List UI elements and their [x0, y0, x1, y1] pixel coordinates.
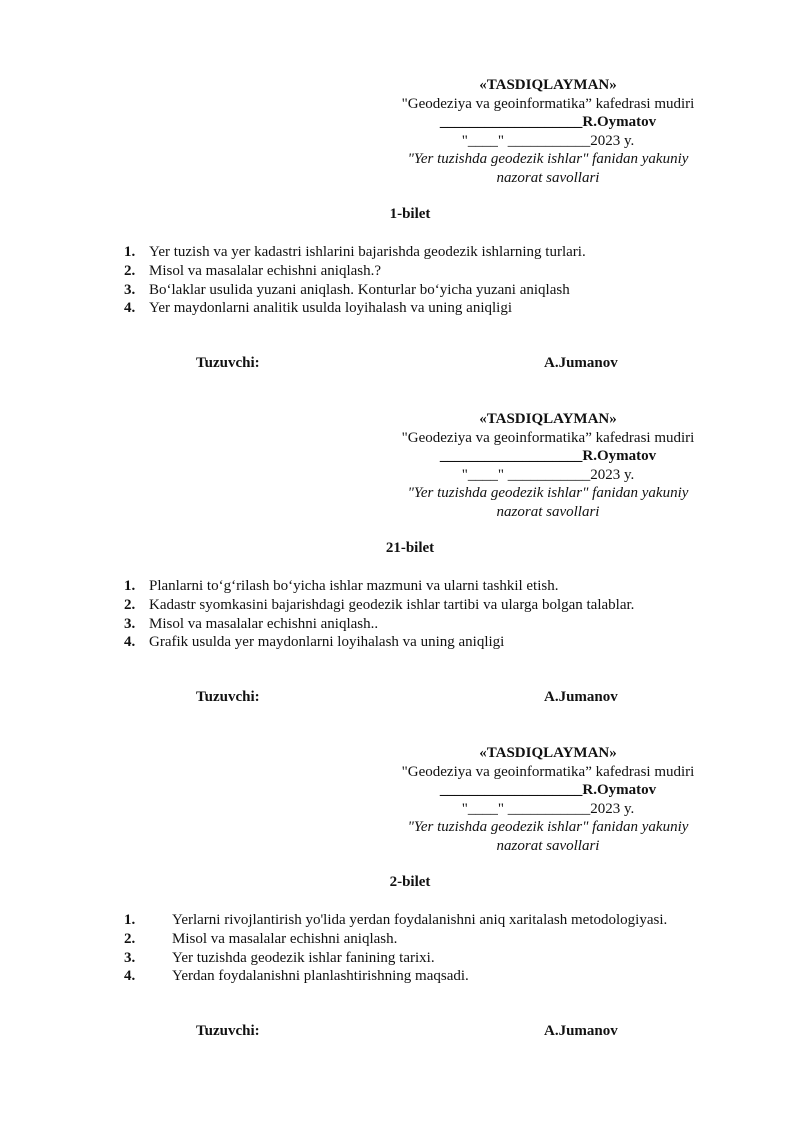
question-item: 1. Yerlarni rivojlantirish yo'lida yerdan foydalanishni aniq xaritalash metodologiyasi.	[124, 912, 668, 928]
question-item: 3. Misol va masalalar echishni aniqlash..	[124, 615, 379, 632]
question-item: 3. Boʻlaklar usulida yuzani aniqlash. Konturlar boʻyicha yuzani aniqlash	[124, 281, 570, 298]
question-list	[0, 577, 800, 652]
head-signature: ___________________R.Oymatov	[439, 782, 657, 799]
subject-line-1: "Yer tuzishda geodezik ishlar" fanidan yakuniy	[407, 485, 689, 502]
department-line: "Geodeziya va geoinformatika” kafedrasi mudiri	[401, 763, 695, 780]
ticket-number: 1-bilet	[389, 206, 431, 222]
question-list	[0, 243, 800, 318]
question-item: 2. Misol va masalalar echishni aniqlash.	[124, 930, 398, 947]
approval-header	[380, 744, 716, 856]
question-item: 1. Planlarni toʻgʻrilash boʻyicha ishlar mazmuni va ularni tashkil etish.	[124, 578, 559, 594]
approve-title: «TASDIQLAYMAN»	[479, 745, 617, 761]
question-item: 4. Yer maydonlarni analitik usulda loyihalash va uning aniqligi	[124, 300, 513, 317]
ticket-number: 2-bilet	[389, 874, 431, 890]
date-line: "____" ___________2023 y.	[461, 800, 635, 817]
ticket-number: 21-bilet	[385, 540, 435, 556]
question-item: 2. Kadastr syomkasini bajarishdagi geodezik ishlar tartibi va ularga bolgan talablar.	[124, 596, 635, 613]
question-item: 3. Yer tuzishda geodezik ishlar fanining tarixi.	[124, 949, 435, 966]
question-item: 4. Yerdan foydalanishni planlashtirishning maqsadi.	[124, 968, 469, 985]
composer-label: Tuzuvchi:	[196, 1023, 260, 1039]
composer-label: Tuzuvchi:	[196, 689, 260, 705]
composer-name: A.Jumanov	[544, 1023, 618, 1039]
question-list	[0, 911, 800, 986]
department-line: "Geodeziya va geoinformatika” kafedrasi mudiri	[401, 429, 695, 446]
question-item: 4. Grafik usulda yer maydonlarni loyihalash va uning aniqligi	[124, 634, 505, 651]
subject-line-1: "Yer tuzishda geodezik ishlar" fanidan yakuniy	[407, 151, 689, 168]
date-line: "____" ___________2023 y.	[461, 466, 635, 483]
composer-name: A.Jumanov	[544, 355, 618, 371]
question-item: 1. Yer tuzish va yer kadastri ishlarini bajarishda geodezik ishlarning turlari.	[124, 244, 586, 260]
approval-header	[380, 410, 716, 522]
composer-label: Tuzuvchi:	[196, 355, 260, 371]
subject-line-2: nazorat savollari	[496, 837, 600, 854]
approve-title: «TASDIQLAYMAN»	[479, 77, 617, 93]
composer-name: A.Jumanov	[544, 689, 618, 705]
date-line: "____" ___________2023 y.	[461, 132, 635, 149]
approve-title: «TASDIQLAYMAN»	[479, 411, 617, 427]
subject-line-1: "Yer tuzishda geodezik ishlar" fanidan yakuniy	[407, 819, 689, 836]
question-item: 2. Misol va masalalar echishni aniqlash.?	[124, 262, 382, 279]
approval-header	[380, 76, 716, 188]
subject-line-2: nazorat savollari	[496, 169, 600, 186]
subject-line-2: nazorat savollari	[496, 503, 600, 520]
department-line: "Geodeziya va geoinformatika” kafedrasi mudiri	[401, 95, 695, 112]
head-signature: ___________________R.Oymatov	[439, 114, 657, 131]
head-signature: ___________________R.Oymatov	[439, 448, 657, 465]
